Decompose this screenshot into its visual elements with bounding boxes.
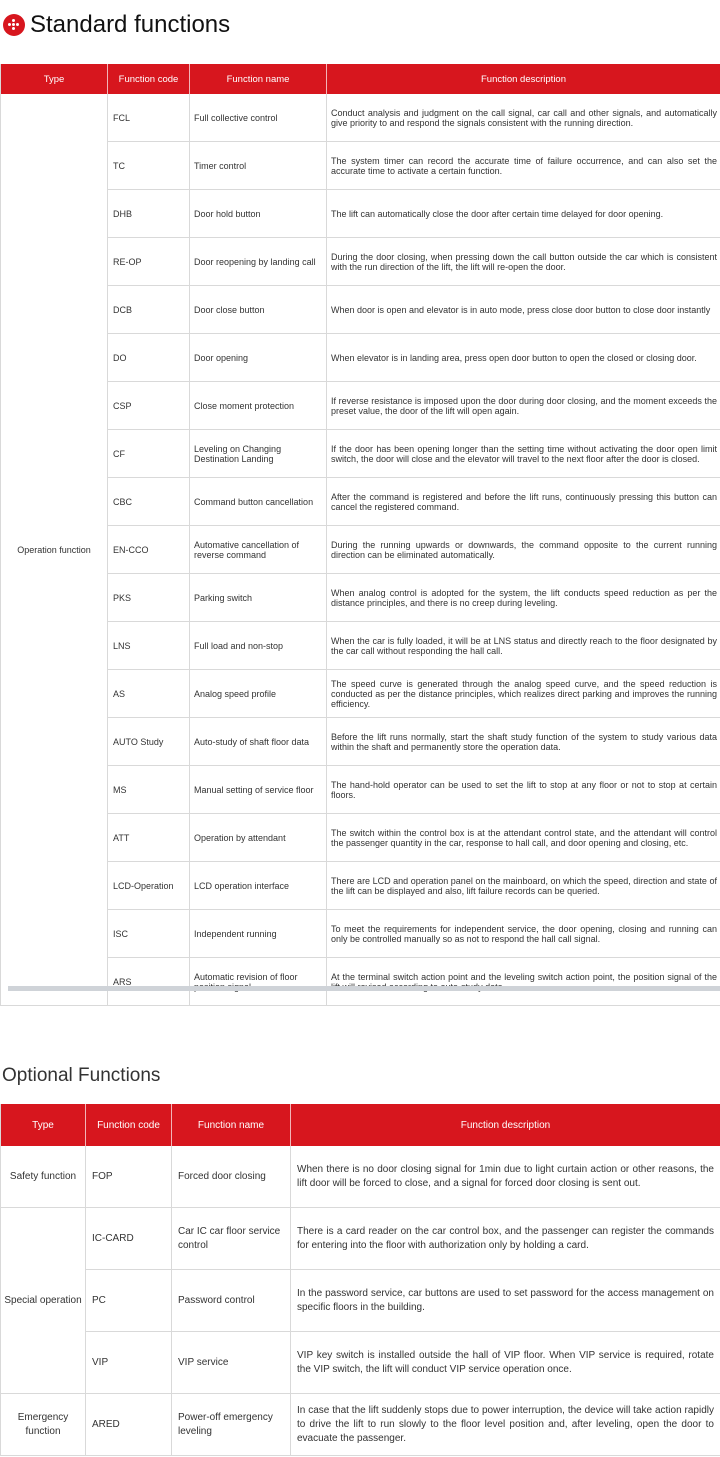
table-row	[1, 814, 720, 862]
header-type: Type	[1, 64, 108, 94]
function-code-cell: LCD-Operation	[108, 862, 190, 910]
function-name-cell: Password control	[172, 1270, 291, 1332]
table-row	[1, 238, 720, 286]
function-code-cell: CF	[108, 430, 190, 478]
function-code-cell: FCL	[108, 94, 190, 142]
function-description-cell: When elevator is in landing area, press open door button to open the closed or closing door.	[327, 334, 720, 382]
function-code-cell: DO	[108, 334, 190, 382]
header-function-description: Function description	[291, 1104, 720, 1146]
function-name-cell: Close moment protection	[190, 382, 327, 430]
function-name-cell: Independent running	[190, 910, 327, 958]
table-row	[1, 430, 720, 478]
function-name-cell: Door opening	[190, 334, 327, 382]
function-name-cell: Automative cancellation of reverse command	[190, 526, 327, 574]
table-header-row	[1, 1104, 720, 1146]
type-cell: Operation function	[1, 94, 108, 1006]
table-row	[1, 766, 720, 814]
function-name-cell: Auto-study of shaft floor data	[190, 718, 327, 766]
section-title: Optional Functions	[2, 1065, 161, 1086]
function-name-cell: LCD operation interface	[190, 862, 327, 910]
standard-functions-heading	[0, 6, 230, 44]
function-description-cell: VIP key switch is installed outside the hall of VIP floor. When VIP service is required, rotate the VIP switch, the lift will conduct VIP service operation once.	[291, 1332, 720, 1394]
function-name-cell: Full load and non-stop	[190, 622, 327, 670]
optional-functions-heading	[0, 1060, 160, 1092]
function-description-cell: The system timer can record the accurate time of failure occurrence, and can also set the accurate time to activate a certain function.	[327, 142, 720, 190]
table-header-row	[1, 64, 720, 94]
table-row	[1, 1394, 720, 1456]
function-description-cell: When door is open and elevator is in auto mode, press close door button to close door instantly	[327, 286, 720, 334]
table-row	[1, 1270, 720, 1332]
function-description-cell: The speed curve is generated through the analog speed curve, and the speed reduction is conducted as per the distance principles, which realizes direct parking and improves the running efficiency.	[327, 670, 720, 718]
page-title: Standard functions	[30, 11, 231, 38]
function-code-cell: LNS	[108, 622, 190, 670]
type-cell: Special operation	[1, 1208, 86, 1394]
table-row	[1, 1332, 720, 1394]
function-description-cell: In the password service, car buttons are used to set password for the access management on specific floors in the building.	[291, 1270, 720, 1332]
table-row	[1, 1208, 720, 1270]
table-row	[1, 286, 720, 334]
function-description-cell: There is a card reader on the car control box, and the passenger can register the commands for entering into the floor with authorization only by holding a card.	[291, 1208, 720, 1270]
type-cell: Safety function	[1, 1146, 86, 1208]
table-row	[1, 142, 720, 190]
table-row	[1, 382, 720, 430]
function-code-cell: PKS	[108, 574, 190, 622]
function-description-cell: The lift can automatically close the door after certain time delayed for door opening.	[327, 190, 720, 238]
table-row	[1, 1146, 720, 1208]
function-description-cell: If the door has been opening longer than the setting time without activating the door open limit switch, the door will close and the elevator will travel to the next floor after the door is closed.	[327, 430, 720, 478]
header-function-code: Function code	[86, 1104, 172, 1146]
function-description-cell: When analog control is adopted for the system, the lift conducts speed reduction as per the distance principles, and there is no creep during leveling.	[327, 574, 720, 622]
standard-functions-table	[0, 64, 720, 1006]
function-description-cell: After the command is registered and before the lift runs, continuously pressing this button can cancel the registered command.	[327, 478, 720, 526]
table-row	[1, 574, 720, 622]
function-code-cell: PC	[86, 1270, 172, 1332]
function-name-cell: Forced door closing	[172, 1146, 291, 1208]
header-type: Type	[1, 1104, 86, 1146]
function-description-cell: During the door closing, when pressing down the call button outside the car which is consistent with the run direction of the lift, the lift will re-open the door.	[327, 238, 720, 286]
function-name-cell: Automatic revision of floor	[190, 958, 327, 1006]
table-row	[1, 862, 720, 910]
function-name-cell: VIP service	[172, 1332, 291, 1394]
function-name-cell: Analog speed profile	[190, 670, 327, 718]
function-name-cell: Door close button	[190, 286, 327, 334]
table-row	[1, 526, 720, 574]
function-description-cell: When the car is fully loaded, it will be at LNS status and directly reach to the floor designated by the car call without responding the hall call.	[327, 622, 720, 670]
function-name-cell: Timer control	[190, 142, 327, 190]
function-description-cell: To meet the requirements for independent service, the door opening, closing and running can only be controlled manually so as not to respond the hall call signal.	[327, 910, 720, 958]
function-code-cell: ISC	[108, 910, 190, 958]
function-name-cell: Leveling on Changing Destination Landing	[190, 430, 327, 478]
header-function-name: Function name	[172, 1104, 291, 1146]
function-name-cell: Command button cancellation	[190, 478, 327, 526]
function-name-cell: Door reopening by landing call	[190, 238, 327, 286]
function-code-cell: VIP	[86, 1332, 172, 1394]
table-row	[1, 622, 720, 670]
function-code-cell: ATT	[108, 814, 190, 862]
function-description-cell: There are LCD and operation panel on the mainboard, on which the speed, direction and state of the lift can be displayed and also, lift failure records can be queried.	[327, 862, 720, 910]
function-name-cell: Door hold button	[190, 190, 327, 238]
function-code-cell: IC-CARD	[86, 1208, 172, 1270]
table-row	[1, 478, 720, 526]
table-row	[1, 958, 720, 1006]
function-code-cell: FOP	[86, 1146, 172, 1208]
table-row	[1, 190, 720, 238]
header-function-name: Function name	[190, 64, 327, 94]
function-description-cell: During the running upwards or downwards, the command opposite to the current running direction can be eliminated automatically.	[327, 526, 720, 574]
function-code-cell: EN-CCO	[108, 526, 190, 574]
type-cell: Emergency function	[1, 1394, 86, 1456]
function-description-cell: The hand-hold operator can be used to set the lift to stop at any floor or not to stop at certain floors.	[327, 766, 720, 814]
function-description-cell: When there is no door closing signal for 1min due to light curtain action or other reasons, the lift door will be forced to close, and a signal for forced door closing is sent out.	[291, 1146, 720, 1208]
function-code-cell: DHB	[108, 190, 190, 238]
function-code-cell: MS	[108, 766, 190, 814]
function-description-cell: If reverse resistance is imposed upon the door during door closing, and the moment exceeds the preset value, the door of the lift will open again.	[327, 382, 720, 430]
function-code-cell: CSP	[108, 382, 190, 430]
table-bottom-shadow	[8, 986, 720, 991]
function-name-cell: Parking switch	[190, 574, 327, 622]
function-name-cell: Car IC car floor service control	[172, 1208, 291, 1270]
function-code-cell: ARED	[86, 1394, 172, 1456]
function-name-cell: Full collective control	[190, 94, 327, 142]
table-row	[1, 718, 720, 766]
function-code-cell: CBC	[108, 478, 190, 526]
table-row	[1, 94, 720, 142]
optional-functions-table	[0, 1104, 720, 1456]
function-name-cell: Power-off emergency leveling	[172, 1394, 291, 1456]
function-code-cell: AS	[108, 670, 190, 718]
function-code-cell: DCB	[108, 286, 190, 334]
table-row	[1, 910, 720, 958]
function-description-cell: Before the lift runs normally, start the shaft study function of the system to study various data within the shaft and permanently store the operation data.	[327, 718, 720, 766]
function-name-cell: Operation by attendant	[190, 814, 327, 862]
function-description-cell: In case that the lift suddenly stops due to power interruption, the device will take action rapidly to drive the lift to run slowly to the floor level position and, after leveling, open the door to evacuate the passenger.	[291, 1394, 720, 1456]
header-function-description: Function description	[327, 64, 720, 94]
red-dot-logo-icon	[3, 14, 25, 36]
table-row	[1, 334, 720, 382]
function-code-cell: RE-OP	[108, 238, 190, 286]
function-name-cell: Manual setting of service floor	[190, 766, 327, 814]
function-description-cell: At the terminal switch action point and the leveling switch action point, the position signal of the	[327, 958, 720, 1006]
function-code-cell: ARS	[108, 958, 190, 1006]
header-function-code: Function code	[108, 64, 190, 94]
function-description-cell: Conduct analysis and judgment on the call signal, car call and other signals, and automatically give priority to and respond the signals consistent with the running direction.	[327, 94, 720, 142]
function-code-cell: AUTO Study	[108, 718, 190, 766]
function-description-cell: The switch within the control box is at the attendant control state, and the attendant will control the passenger quantity in the car, response to hall call, and door opening and closing, etc.	[327, 814, 720, 862]
table-row	[1, 670, 720, 718]
function-code-cell: TC	[108, 142, 190, 190]
